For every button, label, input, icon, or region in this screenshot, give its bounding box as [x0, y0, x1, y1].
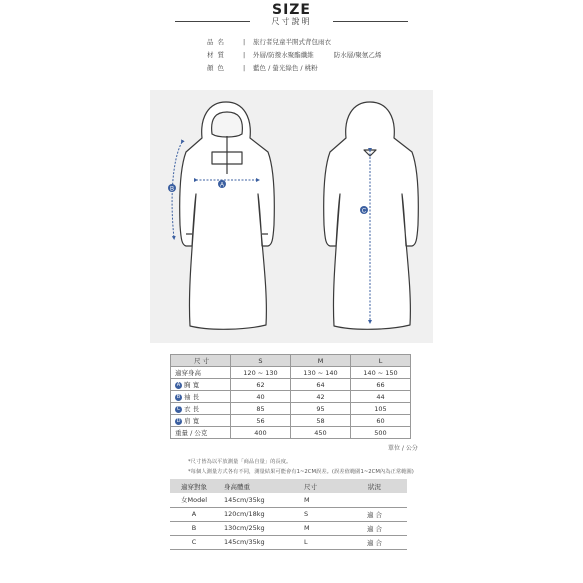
info-value-secondary: 防水層/聚氨乙烯 — [333, 51, 382, 59]
table-row — [171, 379, 411, 391]
size-table-header — [171, 355, 411, 367]
header-cell: 身高體重 — [218, 479, 290, 493]
cell: 42 — [291, 391, 351, 403]
table-row — [170, 507, 407, 521]
info-key: 材質 — [207, 51, 228, 59]
raincoat-illustration — [150, 90, 433, 343]
cell: 130cm/25kg — [218, 521, 290, 535]
cell: 64 — [291, 379, 351, 391]
cell: 145cm/35kg — [218, 535, 290, 549]
cell: 女Model — [170, 493, 218, 507]
unit-label: 單位 / 公分 — [388, 445, 418, 452]
cell: S — [290, 507, 342, 521]
cell: 44 — [351, 391, 411, 403]
info-sep: | — [243, 38, 246, 46]
cell: 62 — [231, 379, 291, 391]
cell — [342, 493, 407, 507]
cell: 500 — [351, 427, 411, 439]
cell: M — [290, 493, 342, 507]
model-table-header — [170, 479, 407, 493]
size-table — [170, 354, 411, 439]
cell: 145cm/35kg — [218, 493, 290, 507]
badge-a-label: A — [219, 182, 225, 189]
info-value: 旅行者兒童半開式背包雨衣 — [253, 38, 331, 46]
info-sep: | — [243, 64, 246, 72]
badge-b-icon: B — [176, 393, 181, 400]
cell: 85 — [231, 403, 291, 415]
header-cell: L — [351, 355, 411, 367]
header-cell: S — [231, 355, 291, 367]
badge-c-icon: C — [176, 405, 181, 412]
row-label-cell — [171, 415, 231, 427]
badge-b-label: B — [169, 186, 175, 193]
cell: 120 ~ 130 — [231, 367, 291, 379]
cell: 適 合 — [342, 535, 407, 549]
cell: 40 — [231, 391, 291, 403]
subtitle-row — [175, 14, 408, 28]
table-row — [171, 391, 411, 403]
info-row-material — [207, 49, 381, 62]
row-label: 肩 寬 — [184, 417, 200, 425]
table-row — [171, 403, 411, 415]
badge-a-icon: A — [176, 381, 181, 388]
cell: C — [170, 535, 218, 549]
table-row — [171, 427, 411, 439]
page-title: SIZE — [271, 2, 311, 18]
cell: 適 合 — [342, 521, 407, 535]
cell: 130 ~ 140 — [291, 367, 351, 379]
raincoat-diagram — [150, 90, 433, 343]
cell: 58 — [291, 415, 351, 427]
row-label: 胸 寬 — [184, 381, 200, 389]
info-value: 外層/防撥水聚酯纖維 — [253, 51, 314, 59]
info-key: 品名 — [207, 38, 228, 46]
note-text: *每個人測量方式各有不同，測量結果可能會有1~2CM誤差。(誤差值範圍1~2CM內為正常範圍) — [188, 469, 414, 475]
cell: 95 — [291, 403, 351, 415]
row-label: 適穿身高 — [171, 367, 231, 379]
cell: 105 — [351, 403, 411, 415]
row-label: 袖 長 — [184, 393, 200, 401]
cell: A — [170, 507, 218, 521]
header-cell: M — [291, 355, 351, 367]
cell: 450 — [291, 427, 351, 439]
header-cell: 狀況 — [342, 479, 407, 493]
raincoat-front — [180, 102, 275, 329]
badge-d-icon: D — [176, 417, 181, 424]
table-row — [171, 367, 411, 379]
cell: 140 ~ 150 — [351, 367, 411, 379]
page-subtitle: 尺寸說明 — [271, 17, 312, 26]
header-cell: 適穿對象 — [170, 479, 218, 493]
header-cell: 尺 寸 — [171, 355, 231, 367]
model-fit-table — [170, 479, 407, 550]
row-label-cell — [171, 391, 231, 403]
raincoat-back — [324, 102, 419, 329]
row-label-cell — [171, 403, 231, 415]
info-value: 藍色 / 螢光綠色 / 桃粉 — [253, 64, 318, 72]
header-cell: 尺寸 — [290, 479, 342, 493]
cell: L — [290, 535, 342, 549]
cell: B — [170, 521, 218, 535]
info-row-color — [207, 62, 381, 75]
note-text: *尺寸皆為以平放測量「商品自量」的長度。 — [188, 459, 292, 465]
table-row — [170, 521, 407, 535]
row-label: 重量 / 公克 — [171, 427, 231, 439]
divider-right — [333, 21, 408, 22]
cell: 60 — [351, 415, 411, 427]
cell: 400 — [231, 427, 291, 439]
info-sep: | — [243, 51, 246, 59]
info-row-name — [207, 36, 381, 49]
cell: M — [290, 521, 342, 535]
cell: 66 — [351, 379, 411, 391]
badge-c-label: C — [361, 208, 367, 215]
cell: 適 合 — [342, 507, 407, 521]
table-row — [171, 415, 411, 427]
table-row — [170, 493, 407, 507]
table-row — [170, 535, 407, 549]
cell: 56 — [231, 415, 291, 427]
row-label-cell — [171, 379, 231, 391]
row-label: 衣 長 — [184, 405, 200, 413]
product-info — [207, 36, 381, 75]
cell: 120cm/18kg — [218, 507, 290, 521]
info-key: 顏色 — [207, 64, 228, 72]
